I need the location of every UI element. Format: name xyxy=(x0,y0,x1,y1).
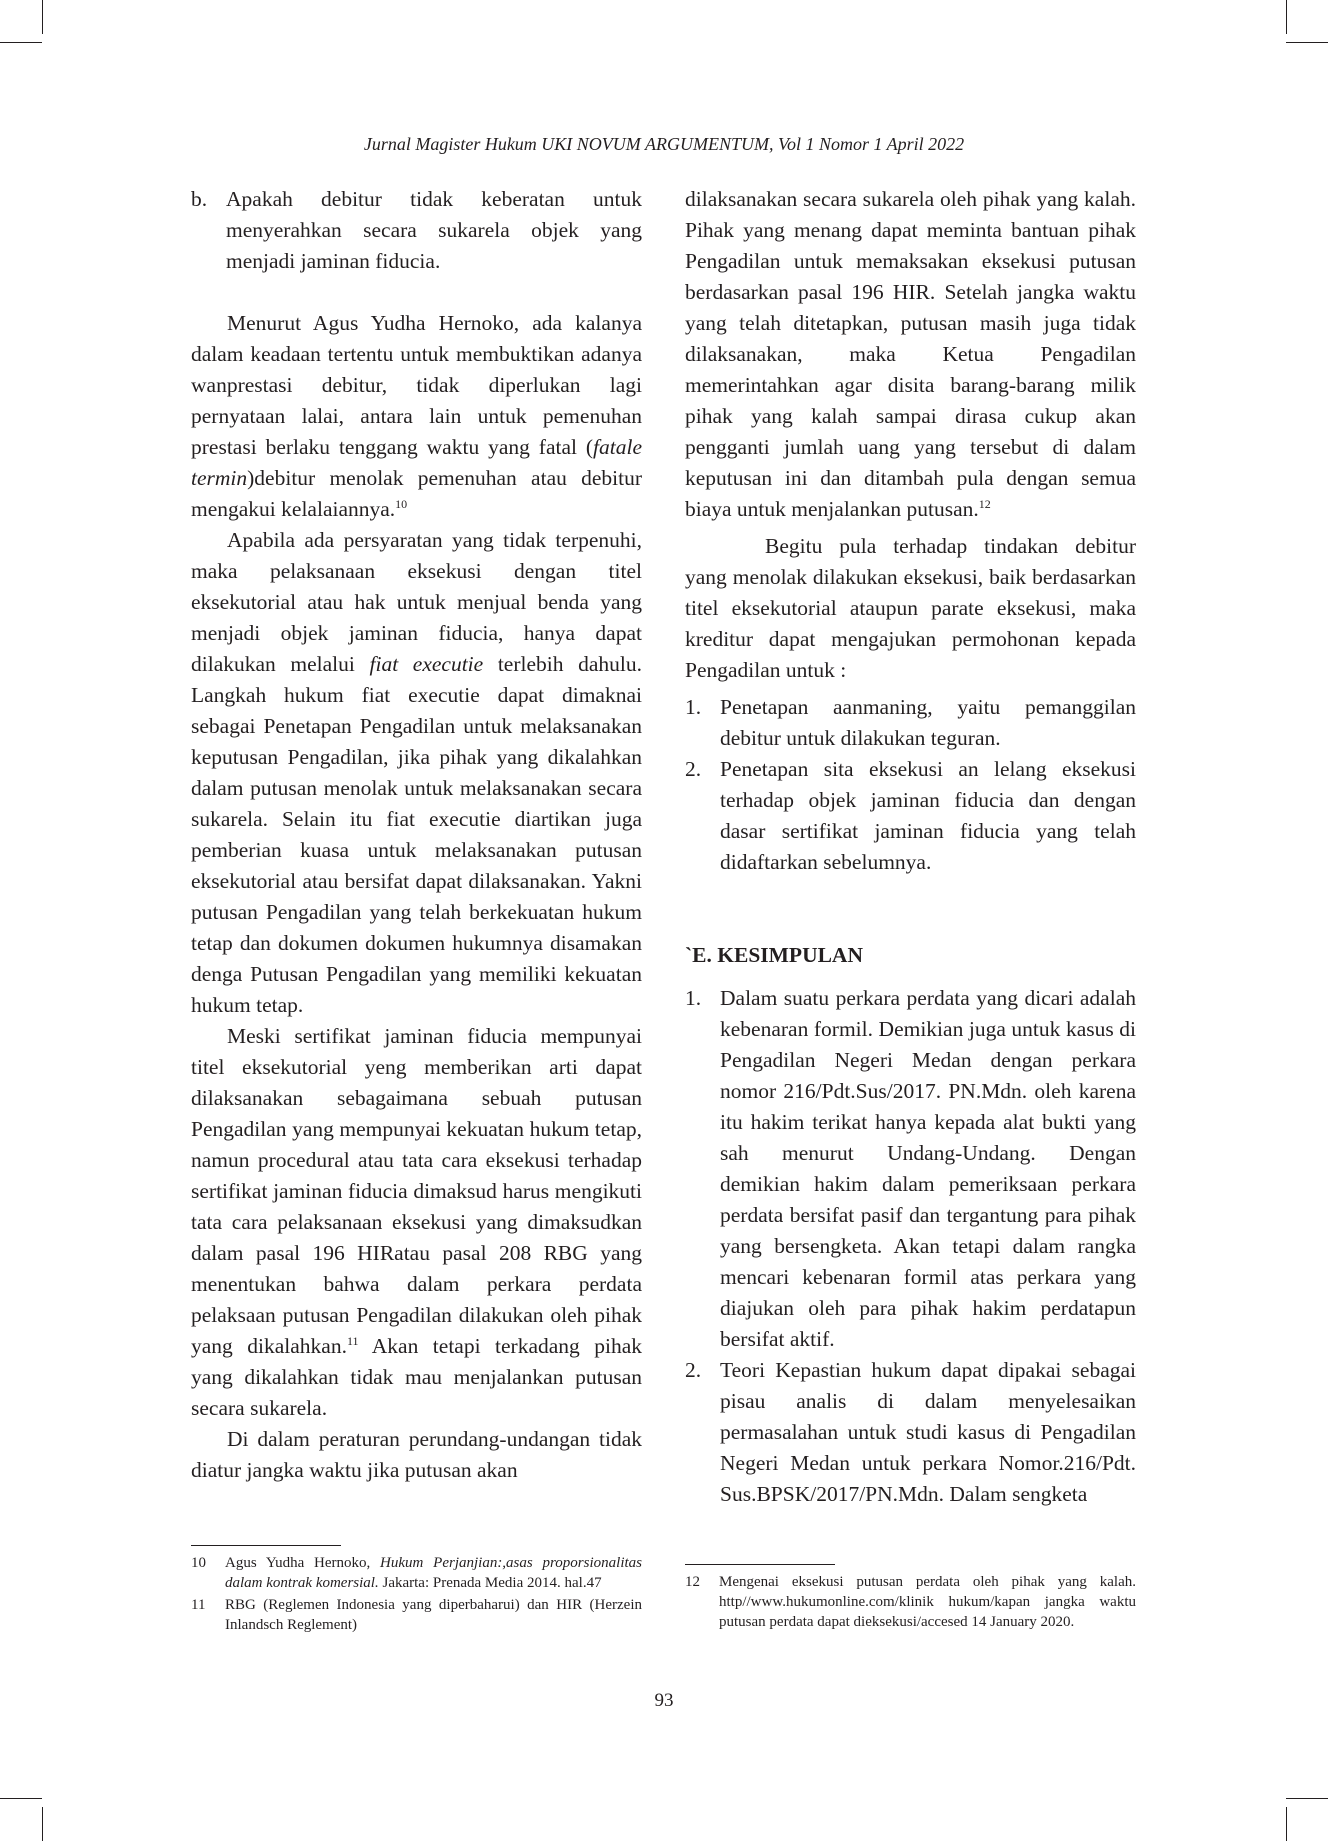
footnote-ref[interactable]: 10 xyxy=(395,496,408,511)
footnote-rule xyxy=(685,1564,835,1565)
list-item xyxy=(685,754,1136,878)
footnote xyxy=(191,1553,642,1593)
list-item xyxy=(685,692,1136,754)
italic-term: fiat executie xyxy=(369,652,484,676)
crop-mark xyxy=(0,1798,42,1799)
list-marker: 2. xyxy=(685,757,702,781)
list-item xyxy=(685,1355,1136,1510)
list-marker: 2. xyxy=(685,1358,702,1382)
list-item xyxy=(191,184,642,277)
footnotes-left xyxy=(191,1553,642,1637)
crop-mark xyxy=(1286,0,1287,34)
footnote-text: Mengenai eksekusi putusan perdata oleh pihak yang kalah. http//www.hukumonline.com/klinik hukum/kapan jangka waktu putusan perdata dapat dieksekusi/accesed 14 January 2020. xyxy=(719,1574,1136,1630)
list-item-text: Teori Kepastian hukum dapat dipakai sebagai pisau analis di dalam menyelesaikan permasalahan untuk studi kasus di Pengadilan Negeri Medan untuk perkara Nomor.216/Pdt. Sus.BPSK/2017/PN.Mdn. Dalam sengketa xyxy=(720,1358,1136,1506)
list-marker: b. xyxy=(191,187,208,211)
paragraph: Menurut Agus Yudha Hernoko, ada kalanya dalam keadaan tertentu untuk membuktikan adanya wanprestasi debitur, tidak diperlukan lagi pernyataan lalai, antara lain untuk pemenuhan prestasi berlaku tenggang waktu yang fatal (fatale termin)debitur menolak pemenuhan atau debitur mengakui kelalaiannya.$^{10}$ xyxy=(191,311,642,521)
footnote xyxy=(685,1572,1136,1632)
footnote-number: 12 xyxy=(685,1574,700,1590)
list-item-text: Penetapan sita eksekusi an lelang eksekusi terhadap objek jaminan fiducia dan dengan dasar sertifikat jaminan fiducia yang telah didaftarkan sebelumnya. xyxy=(720,757,1136,874)
footnote-ref[interactable]: 12 xyxy=(978,496,991,511)
footnote xyxy=(191,1595,642,1635)
crop-mark xyxy=(0,42,42,43)
footnote-ref[interactable]: 11 xyxy=(346,1333,359,1348)
crop-mark xyxy=(42,1807,43,1841)
paragraph: Begitu pula terhadap tindakan debitur yang menolak dilakukan eksekusi, baik berdasarkan titel eksekutorial ataupun parate eksekusi, maka kreditur dapat mengajukan permohonan kepada Pengadilan untuk : xyxy=(685,534,1136,682)
numbered-list xyxy=(685,692,1136,878)
list-item-text: Penetapan aanmaning, yaitu pemanggilan debitur untuk dilakukan teguran. xyxy=(720,695,1136,750)
list-item-text: Dalam suatu perkara perdata yang dicari adalah kebenaran formil. Demikian juga untuk kasus di Pengadilan Negeri Medan dengan perkara nomor 216/Pdt.Sus/2017. PN.Mdn. oleh karena itu hakim terikat hanya kepada alat bukti yang sah menurut Undang-Undang. Dengan demikian hakim dalam pemeriksaan perkara perdata bersifat pasif dan tergantung para pihak yang bersengketa. Akan tetapi dalam rangka mencari kebenaran formil atas perkara yang diajukan oleh para pihak hakim perdatapun bersifat aktif. xyxy=(720,986,1136,1351)
paragraph: dilaksanakan secara sukarela oleh pihak yang kalah. Pihak yang menang dapat meminta bantuan pihak Pengadilan untuk memaksakan eksekusi putusan berdasarkan pasal 196 HIR. Setelah jangka waktu yang telah ditetapkan, putusan masih juga tidak dilaksanakan, maka Ketua Pengadilan memerintahkan agar disita barang-barang milik pihak yang kalah sampai dirasa cukup akan pengganti jumlah uang yang tersebut di dalam keputusan ini dan ditambah pula dengan semua biaya untuk menjalankan putusan.$^{12}$ xyxy=(685,187,1136,521)
footnote-number: 11 xyxy=(191,1597,206,1613)
list-marker: 1. xyxy=(685,986,702,1010)
footnote-text: Agus Yudha Hernoko, Hukum Perjanjian:,asas proporsionalitas dalam kontrak komersial. Jakarta: Prenada Media 2014. hal.47 xyxy=(225,1555,642,1591)
paragraph: Meski sertifikat jaminan fiducia mempunyai titel eksekutorial yeng memberikan arti dapat dilaksanakan sebagaimana sebuah putusan Pengadilan yang mempunyai kekuatan hukum tetap, namun procedural atau tata cara eksekusi terhadap sertifikat jaminan fiducia dimaksud harus mengikuti tata cara pelaksanaan eksekusi yang dimaksudkan dalam pasal 196 HIRatau pasal 208 RBG yang menentukan bahwa dalam perkara perdata pelaksaan putusan Pengadilan dilakukan oleh pihak yang dikalahkan.$^{11}$ Akan tetapi terkadang pihak yang dikalahkan tidak mau menjalankan putusan secara sukarela. xyxy=(191,1024,642,1420)
crop-mark xyxy=(1286,1807,1287,1841)
footnote-rule xyxy=(191,1545,341,1546)
paragraph: Apabila ada persyaratan yang tidak terpenuhi, maka pelaksanaan eksekusi dengan titel eksekutorial atau hak untuk menjual benda yang menjadi objek jaminan fiducia, hanya dapat dilakukan melalui fiat executie terlebih dahulu. Langkah hukum fiat executie dapat dimaknai sebagai Penetapan Pengadilan untuk melaksanakan keputusan Pengadilan, jika pihak yang dikalahkan dalam putusan menolak untuk melaksanakan secara sukarela. Selain itu fiat executie diartikan juga pemberian kuasa untuk melaksanakan putusan eksekutorial atau bersifat dapat dilaksanakan. Yakni putusan Pengadilan yang telah berkekuatan hukum tetap dan dokumen dokumen hukumnya disamakan denga Putusan Pengadilan yang memiliki kekuatan hukum tetap. xyxy=(191,528,642,1017)
crop-mark xyxy=(1286,42,1328,43)
crop-mark xyxy=(1286,1798,1328,1799)
italic-term: fatale termin xyxy=(191,435,642,490)
running-head: Jurnal Magister Hukum UKI NOVUM ARGUMENTUM, Vol 1 Nomor 1 April 2022 xyxy=(363,134,965,154)
footnotes-right xyxy=(685,1572,1136,1634)
section-heading: `E. KESIMPULAN xyxy=(685,943,863,967)
left-column xyxy=(191,184,642,1486)
paragraph: Di dalam peraturan perundang-undangan tidak diatur jangka waktu jika putusan akan xyxy=(191,1427,642,1482)
list-item xyxy=(685,983,1136,1355)
page-number: 93 xyxy=(654,1690,674,1711)
numbered-list xyxy=(685,983,1136,1510)
list-item-text: Apakah debitur tidak keberatan untuk menyerahkan secara sukarela objek yang menjadi jaminan fiducia. xyxy=(226,187,642,273)
list-marker: 1. xyxy=(685,695,702,719)
crop-mark xyxy=(42,0,43,34)
footnote-number: 10 xyxy=(191,1555,206,1571)
footnote-text: RBG (Reglemen Indonesia yang diperbaharui) dan HIR (Herzein Inlandsch Reglement) xyxy=(225,1597,642,1633)
right-column xyxy=(685,184,1136,1510)
